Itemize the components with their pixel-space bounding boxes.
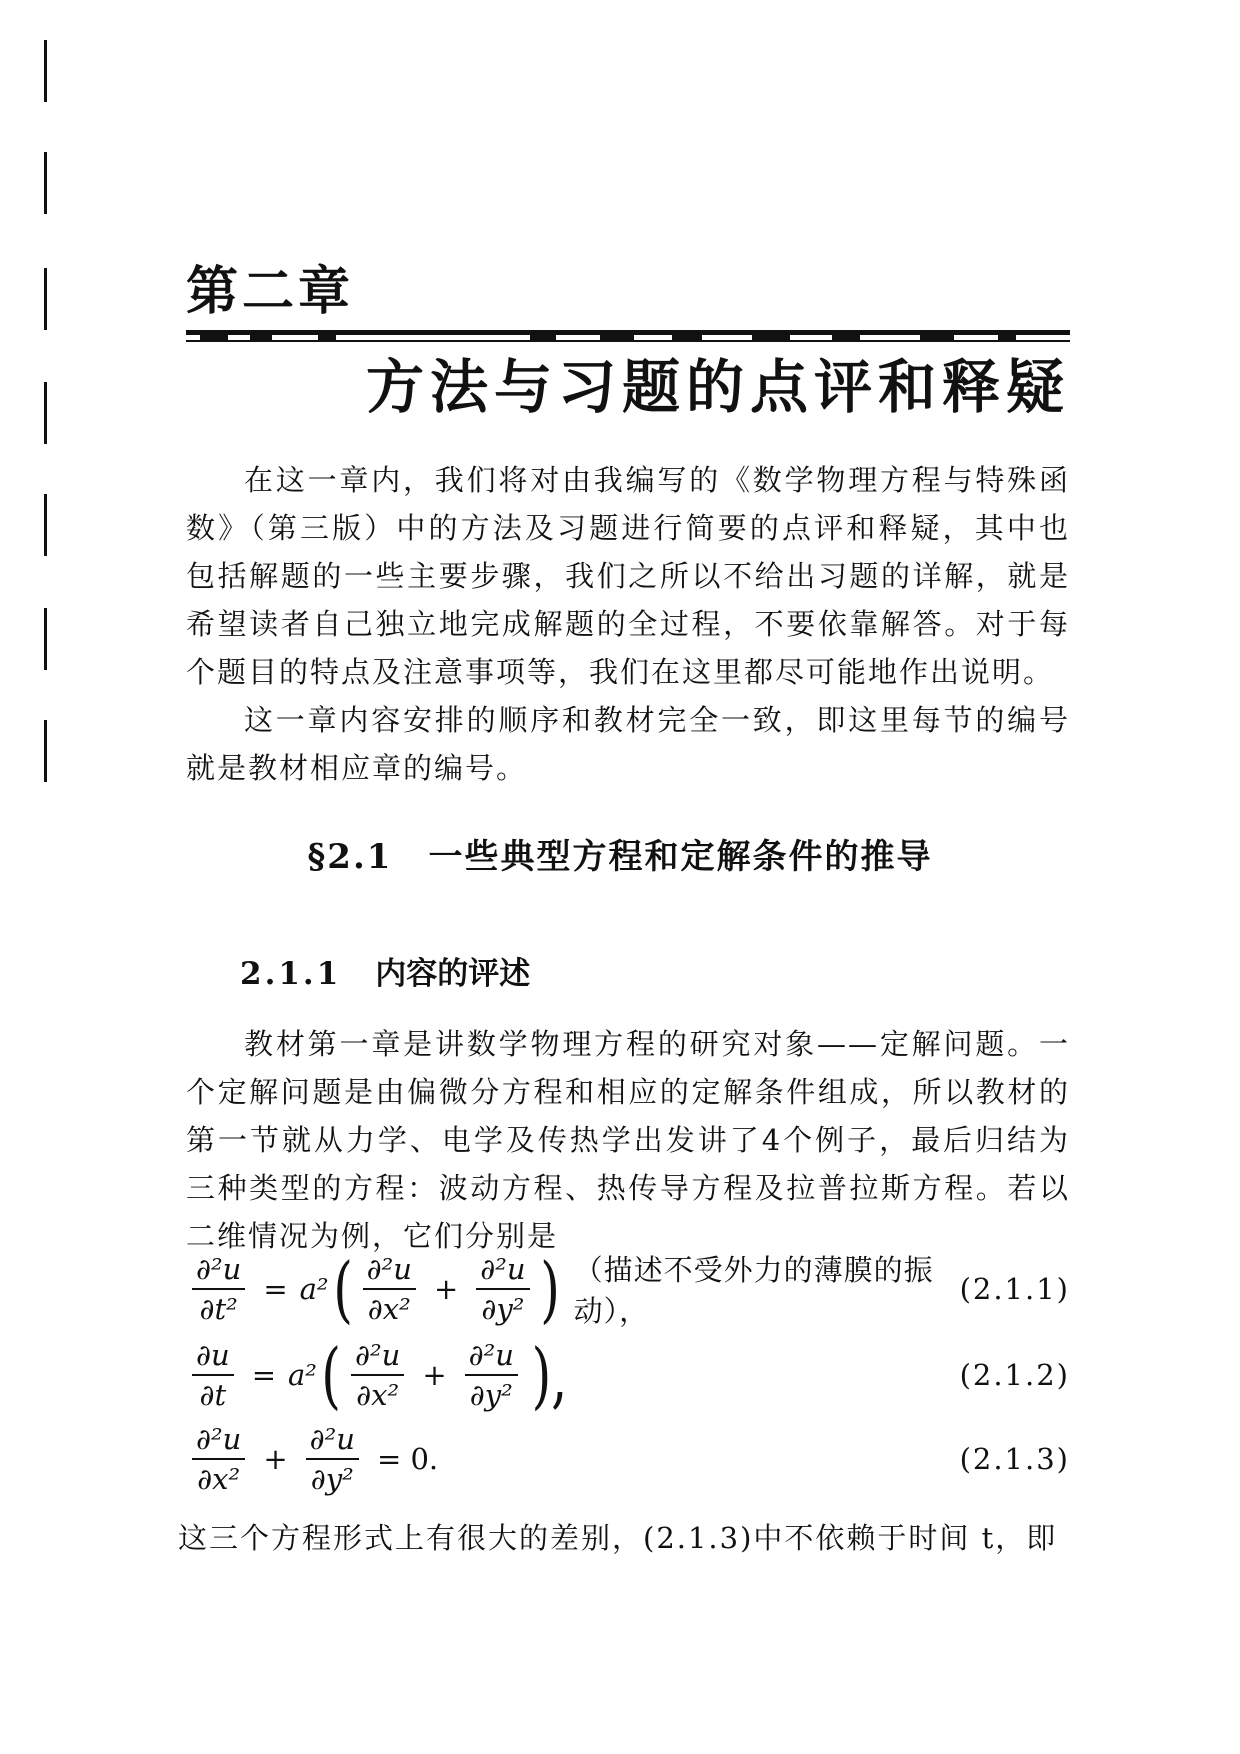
coefficient: a²	[288, 1358, 317, 1392]
equation-2-1-1	[186, 1244, 1070, 1334]
fraction	[351, 1338, 404, 1412]
margin-mark	[44, 494, 47, 556]
plus-sign: +	[433, 1272, 459, 1306]
section-heading	[0, 832, 1240, 882]
margin-mark	[44, 152, 47, 214]
left-paren: (	[332, 1247, 353, 1331]
numerator: ∂²u	[363, 1252, 416, 1290]
numerator: ∂²u	[476, 1252, 529, 1290]
equation-number: (2.1.3)	[959, 1442, 1070, 1476]
fraction	[192, 1252, 245, 1326]
denominator: ∂y²	[481, 1292, 525, 1326]
equation-number: (2.1.2)	[959, 1358, 1070, 1392]
section-title: 一些典型方程和定解条件的推导	[428, 837, 933, 877]
subsection-heading	[240, 950, 530, 998]
intro-text	[186, 456, 1070, 792]
coefficient: a²	[299, 1272, 329, 1306]
fraction	[476, 1252, 529, 1326]
chapter-label: 第二章	[186, 262, 355, 322]
equation-number: (2.1.1)	[959, 1272, 1070, 1306]
equation-body	[186, 1333, 575, 1417]
fraction	[192, 1422, 245, 1496]
plus-sign: +	[263, 1442, 288, 1476]
fraction	[465, 1338, 518, 1412]
equals-sign: =	[251, 1358, 276, 1392]
margin-mark	[44, 382, 47, 444]
margin-mark	[44, 720, 47, 782]
chapter-rule	[186, 340, 1070, 342]
right-paren: ),	[531, 1333, 568, 1417]
body-text	[186, 1020, 1070, 1260]
numerator: ∂²u	[465, 1338, 518, 1376]
left-paren: (	[321, 1333, 341, 1417]
equation-2-1-3	[186, 1414, 1070, 1504]
numerator: ∂²u	[192, 1422, 245, 1460]
fraction	[192, 1338, 234, 1412]
numerator: ∂²u	[306, 1422, 359, 1460]
denominator: ∂x²	[367, 1292, 411, 1326]
intro-paragraph: 这一章内容安排的顺序和教材完全一致，即这里每节的编号就是教材相应章的编号。	[186, 703, 1070, 785]
section-number: §2.1	[307, 837, 393, 877]
right-paren: )	[539, 1247, 560, 1331]
margin-mark	[44, 40, 47, 102]
margin-mark	[44, 268, 47, 330]
plus-sign: +	[422, 1358, 447, 1392]
equation-note: （描述不受外力的薄膜的振动），	[573, 1253, 934, 1328]
subsection-title: 内容的评述	[375, 956, 531, 992]
denominator: ∂x²	[356, 1378, 400, 1412]
denominator: ∂x²	[197, 1462, 241, 1496]
equation-body	[186, 1422, 450, 1496]
subsection-number: 2.1.1	[240, 956, 342, 992]
body-continuation: 这三个方程形式上有很大的差别，(2.1.3)中不依赖于时间 t，即	[178, 1521, 1058, 1555]
denominator: ∂t	[199, 1378, 227, 1412]
denominator: ∂y²	[310, 1462, 354, 1496]
fraction	[363, 1252, 416, 1326]
denominator: ∂t²	[199, 1292, 238, 1326]
denominator: ∂y²	[469, 1378, 513, 1412]
chapter-title: 方法与习题的点评和释疑	[365, 353, 1070, 421]
fraction	[306, 1422, 359, 1496]
numerator: ∂u	[192, 1338, 234, 1376]
equation-2-1-2	[186, 1330, 1070, 1420]
equation-rhs: = 0.	[376, 1442, 439, 1476]
margin-mark	[44, 608, 47, 670]
equals-sign: =	[263, 1272, 288, 1306]
body-paragraph: 教材第一章是讲数学物理方程的研究对象——定解问题。一个定解问题是由偏微分方程和相应的定解条件组成，所以教材的第一节就从力学、电学及传热学出发讲了4个例子，最后归结为三种类型的方程：波动方程、热传导方程及拉普拉斯方程。若以二维情况为例，它们分别是	[186, 1027, 1070, 1253]
numerator: ∂²u	[192, 1252, 245, 1290]
numerator: ∂²u	[351, 1338, 404, 1376]
intro-paragraph: 在这一章内，我们将对由我编写的《数学物理方程与特殊函数》（第三版）中的方法及习题进行简要的点评和释疑，其中也包括解题的一些主要步骤，我们之所以不给出习题的详解，就是希望读者自己独立地完成解题的全过程，不要依靠解答。对于每个题目的特点及注意事项等，我们在这里都尽可能地作出说明。	[186, 463, 1070, 689]
equation-body	[186, 1248, 960, 1330]
